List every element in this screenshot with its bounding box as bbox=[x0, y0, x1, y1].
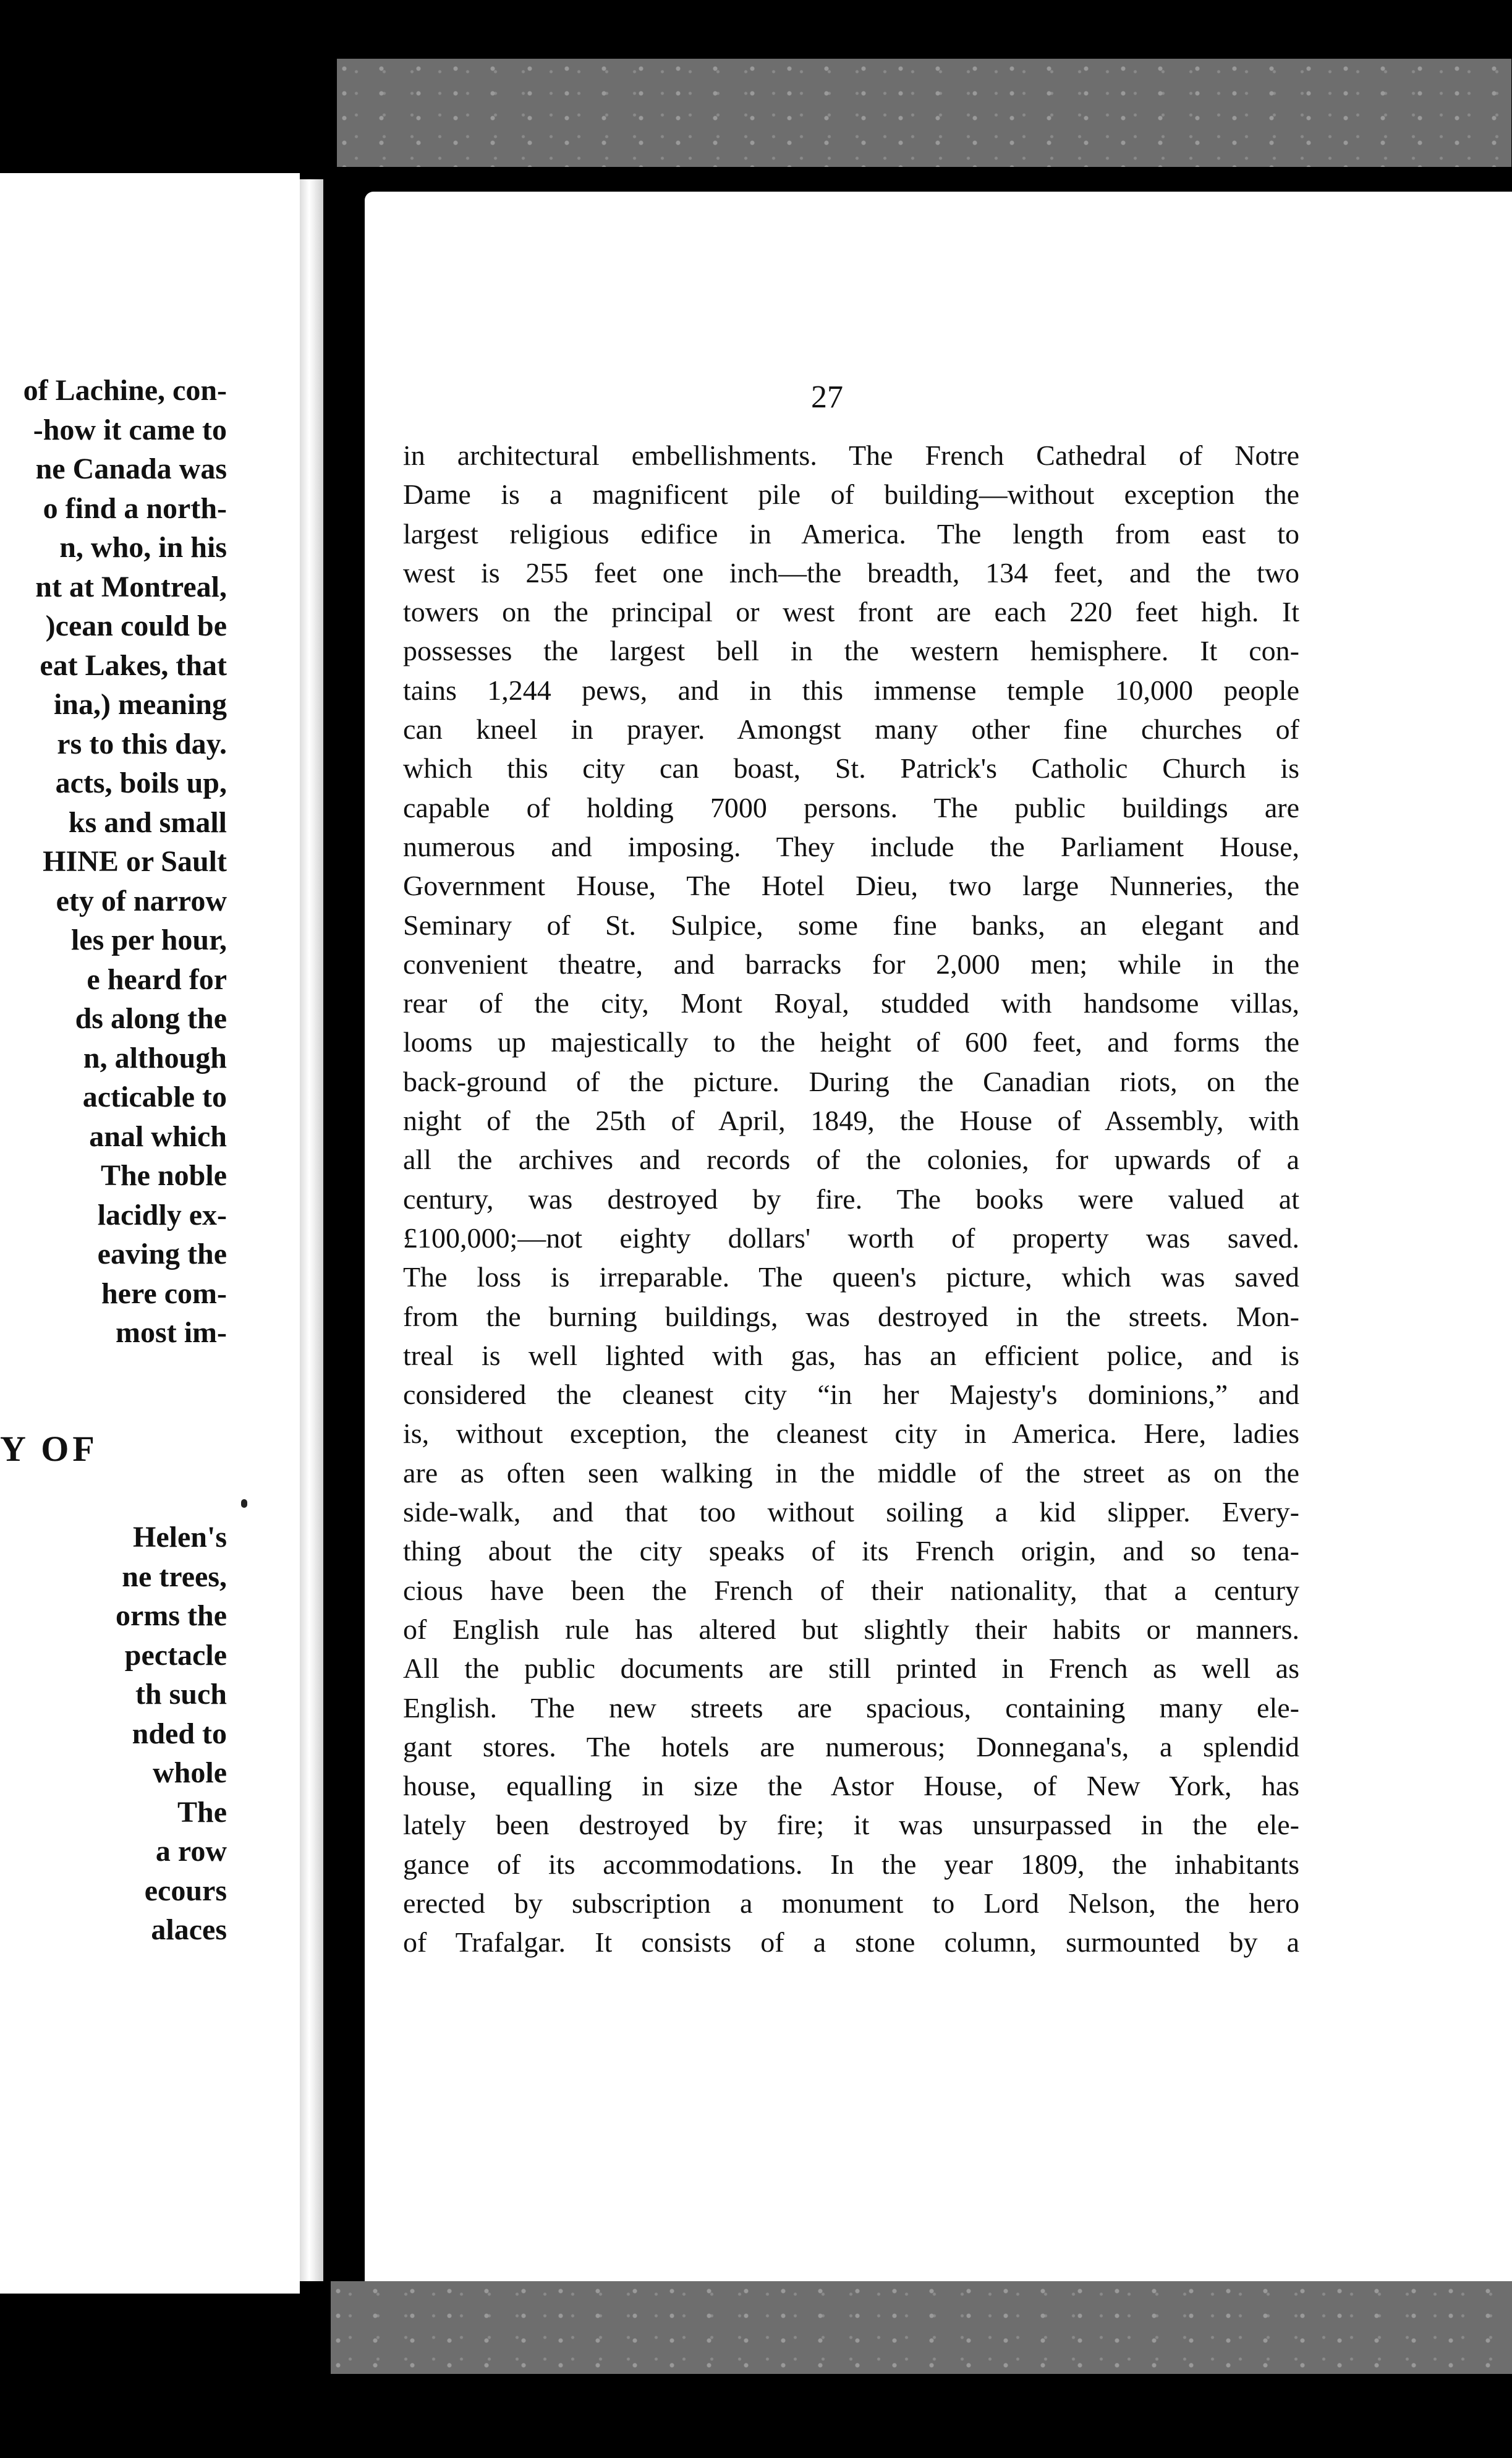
text-line: gant stores. The hotels are numerous; Donnegana's, a splendid bbox=[403, 1730, 1299, 1763]
left-page-line: alaces bbox=[151, 1913, 227, 1946]
left-page-line: ety of narrow bbox=[56, 884, 227, 917]
text-line: largest religious edifice in America. The length from east to bbox=[403, 517, 1299, 550]
text-line: possesses the largest bell in the western hemisphere. It con- bbox=[403, 635, 1299, 667]
text-line: gance of its accommodations. In the year 1809, the inhabitants bbox=[403, 1848, 1299, 1880]
text-line: all the archives and records of the colonies, for upwards of a bbox=[403, 1144, 1299, 1176]
left-page-line: a row bbox=[155, 1835, 227, 1868]
left-page-line: -how it came to bbox=[33, 413, 227, 446]
right-page bbox=[365, 192, 1512, 2281]
text-line: numerous and imposing. They include the Parliament House, bbox=[403, 830, 1299, 862]
scan-border-top bbox=[337, 59, 1511, 167]
text-line: house, equalling in size the Astor House, of New York, has bbox=[403, 1770, 1299, 1802]
text-line: Seminary of St. Sulpice, some fine banks, an elegant and bbox=[403, 909, 1299, 941]
text-line: night of the 25th of April, 1849, the House of Assembly, with bbox=[403, 1105, 1299, 1137]
left-page-line: n, who, in his bbox=[59, 531, 227, 564]
text-line: English. The new streets are spacious, containing many ele- bbox=[403, 1691, 1299, 1724]
text-line: from the burning buildings, was destroyed in the streets. Mon- bbox=[403, 1300, 1299, 1332]
left-page-line: n, although bbox=[83, 1041, 227, 1074]
text-line: £100,000;—not eighty dollars' worth of property was saved. bbox=[403, 1222, 1299, 1254]
text-line: tains 1,244 pews, and in this immense temple 10,000 people bbox=[403, 674, 1299, 706]
text-line: erected by subscription a monument to Lord Nelson, the hero bbox=[403, 1887, 1299, 1919]
left-page-line: nt at Montreal, bbox=[35, 570, 227, 603]
left-page-line: whole bbox=[153, 1756, 227, 1789]
left-page-line: ina,) meaning bbox=[53, 688, 227, 721]
left-page-line: ne trees, bbox=[122, 1560, 227, 1593]
text-line: Government House, The Hotel Dieu, two large Nunneries, the bbox=[403, 870, 1299, 902]
text-line: capable of holding 7000 persons. The public buildings are bbox=[403, 791, 1299, 823]
text-line: thing about the city speaks of its French origin, and so tena- bbox=[403, 1535, 1299, 1567]
text-line: west is 255 feet one inch—the breadth, 134 feet, and the two bbox=[403, 556, 1299, 589]
text-line: considered the cleanest city “in her Majesty's dominions,” and bbox=[403, 1379, 1299, 1411]
text-line: looms up majestically to the height of 600 feet, and forms the bbox=[403, 1026, 1299, 1058]
left-page-line: )cean could be bbox=[45, 610, 227, 642]
left-page-line: ks and small bbox=[68, 806, 227, 839]
text-line: All the public documents are still printed in French as well as bbox=[403, 1652, 1299, 1685]
text-line: can kneel in prayer. Amongst many other fine churches of bbox=[403, 713, 1299, 746]
left-page-line: ecours bbox=[144, 1874, 227, 1907]
ink-speck bbox=[241, 1499, 247, 1508]
page-body bbox=[403, 436, 1299, 1962]
text-line: of English rule has altered but slightly their habits or manners. bbox=[403, 1613, 1299, 1645]
text-line: in architectural embellishments. The French Cathedral of Notre bbox=[403, 440, 1299, 471]
text-line: convenient theatre, and barracks for 2,000 men; while in the bbox=[403, 948, 1299, 980]
text-line: cious have been the French of their nationality, that a century bbox=[403, 1574, 1299, 1606]
text-line: back-ground of the picture. During the Canadian riots, on the bbox=[403, 1065, 1299, 1097]
left-page-line: HINE or Sault bbox=[43, 845, 227, 878]
text-line: of Trafalgar. It consists of a stone column, surmounted by a bbox=[403, 1926, 1299, 1958]
left-page-line: acticable to bbox=[82, 1081, 227, 1113]
left-page-line: most im- bbox=[116, 1316, 227, 1349]
left-page-line: anal which bbox=[89, 1120, 227, 1153]
text-line: The loss is irreparable. The queen's picture, which was saved bbox=[403, 1261, 1299, 1293]
left-page-line: The noble bbox=[100, 1159, 227, 1192]
text-line: Dame is a magnificent pile of building—without exception the bbox=[403, 478, 1299, 511]
text-line: towers on the principal or west front are each 220 feet high. It bbox=[403, 596, 1299, 628]
text-line: are as often seen walking in the middle of the street as on the bbox=[403, 1457, 1299, 1489]
left-page-line: The bbox=[177, 1795, 227, 1829]
left-page-line: ne Canada was bbox=[35, 453, 227, 485]
left-page-line: orms the bbox=[116, 1599, 227, 1632]
text-line: which this city can boast, St. Patrick's Catholic Church is bbox=[403, 752, 1299, 785]
text-line: lately been destroyed by fire; it was unsurpassed in the ele- bbox=[403, 1809, 1299, 1841]
left-page-line: eaving the bbox=[97, 1238, 227, 1270]
page-number: 27 bbox=[811, 380, 843, 415]
left-page-line: acts, boils up, bbox=[55, 767, 227, 799]
left-page-line: here com- bbox=[101, 1277, 227, 1310]
left-page-line: lacidly ex- bbox=[97, 1198, 227, 1231]
text-line: century, was destroyed by fire. The books were valued at bbox=[403, 1183, 1299, 1215]
left-page-line: rs to this day. bbox=[57, 727, 227, 760]
left-page-heading: Y OF bbox=[0, 1429, 98, 1469]
text-line: is, without exception, the cleanest city in America. Here, ladies bbox=[403, 1418, 1299, 1450]
left-page-line: les per hour, bbox=[70, 924, 227, 956]
left-page-line: nded to bbox=[132, 1717, 227, 1750]
left-page-line: th such bbox=[135, 1678, 227, 1711]
text-line: side-walk, and that too without soiling a kid slipper. Every- bbox=[403, 1496, 1299, 1528]
text-line: treal is well lighted with gas, has an efficient police, and is bbox=[403, 1339, 1299, 1371]
left-page-line: of Lachine, con- bbox=[23, 374, 227, 407]
book-gutter bbox=[300, 179, 323, 2281]
left-page-line: pectacle bbox=[124, 1638, 227, 1672]
left-page-text-lower bbox=[116, 1518, 227, 1950]
left-page-line: eat Lakes, that bbox=[40, 649, 227, 682]
left-page-line: e heard for bbox=[87, 963, 227, 996]
left-page bbox=[0, 173, 300, 2294]
text-line: rear of the city, Mont Royal, studded with handsome villas, bbox=[403, 987, 1299, 1019]
left-page-text bbox=[23, 371, 227, 1353]
scan-border-bottom bbox=[331, 2281, 1512, 2374]
left-page-line: o find a north- bbox=[43, 491, 227, 525]
left-page-line: ds along the bbox=[75, 1002, 227, 1035]
left-page-line: Helen's bbox=[133, 1521, 227, 1554]
